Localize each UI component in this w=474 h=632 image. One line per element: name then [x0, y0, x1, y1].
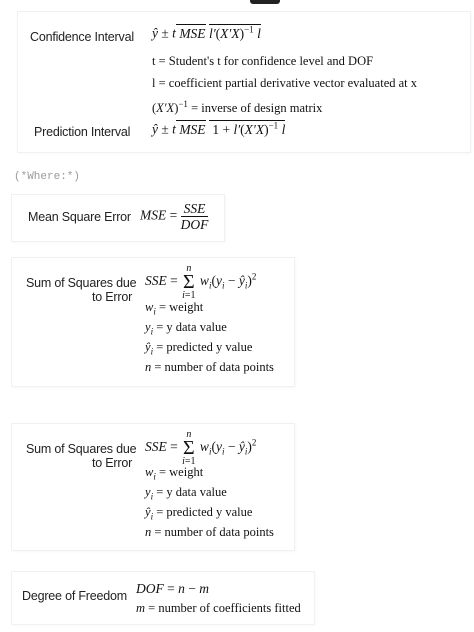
n-definition-text: = number of data points	[154, 525, 274, 539]
m-definition: m = number of coefficients fitted	[136, 601, 301, 615]
dof-formula: DOF = n − m	[136, 581, 209, 596]
where-label: (*Where:*)	[14, 171, 81, 183]
sse-formula: SSE = n Σ i=1 $w_i(y_i$ − $ŷ_i)^2$	[145, 429, 257, 467]
t-definition: t = Student's t for confidence level and DOF	[152, 54, 374, 68]
inverse-definition: $(X'X)^{-1}$ = inverse of design matrix	[152, 99, 323, 116]
n-definition-text: = number of data points	[154, 360, 274, 374]
yhat-definition-text: = predicted y value	[156, 505, 253, 519]
w-definition: $w_i$ = weight	[145, 465, 204, 482]
y-definition-text: = y data value	[156, 485, 227, 499]
mse-formula: MSE = $\frac{\text{SSE}}{\text{DOF}}$	[140, 201, 209, 232]
n-definition: n = number of data points	[145, 360, 274, 374]
w-definition: $w_i$ = weight	[145, 300, 204, 317]
y-definition: $y_i = y$ data value	[145, 320, 227, 337]
summation-symbol: n Σ i=1	[182, 263, 196, 301]
inverse-definition-text: = inverse of design matrix	[191, 101, 323, 116]
w-definition-text: = weight	[158, 465, 204, 479]
confidence-interval-formula: ŷ ± t MSE $l'(X'X)^{-1}$ l	[152, 24, 261, 41]
sse-formula: SSE = n Σ i=1 $w_i(y_i$ − $ŷ_i)^2$	[145, 263, 257, 301]
dof-label: Degree of Freedom	[22, 589, 127, 603]
sse-label-line1: Sum of Squares due	[26, 442, 137, 456]
yhat-definition: $ŷ_i$ = predicted y value	[145, 340, 253, 357]
sse-label-line2: to Error	[92, 290, 133, 304]
n-definition: n = number of data points	[145, 525, 274, 539]
y-definition: $y_i = y$ data value	[145, 485, 227, 502]
yhat-definition: $ŷ_i$ = predicted y value	[145, 505, 253, 522]
y-definition-text: = y data value	[156, 320, 227, 334]
sse-label-line2: to Error	[92, 456, 133, 470]
summation-symbol: n Σ i=1	[182, 429, 196, 467]
w-definition-text: = weight	[158, 300, 204, 314]
l-definition: l = coefficient partial derivative vector evaluated at x	[152, 76, 418, 90]
confidence-interval-label: Confidence Interval	[30, 30, 134, 44]
yhat-definition-text: = predicted y value	[156, 340, 253, 354]
mse-label: Mean Square Error	[28, 210, 131, 224]
m-definition-text: = number of coefficients fitted	[148, 601, 301, 615]
prediction-interval-label: Prediction Interval	[34, 125, 131, 139]
sse-label-line1: Sum of Squares due	[26, 276, 137, 290]
top-cropped-mark	[250, 0, 280, 4]
prediction-interval-formula: ŷ ± t MSE $1 + l'(X'X)^{-1}$ l	[152, 120, 286, 137]
mse-fraction: $\frac{\text{SSE}}{\text{DOF}}$	[180, 201, 209, 232]
